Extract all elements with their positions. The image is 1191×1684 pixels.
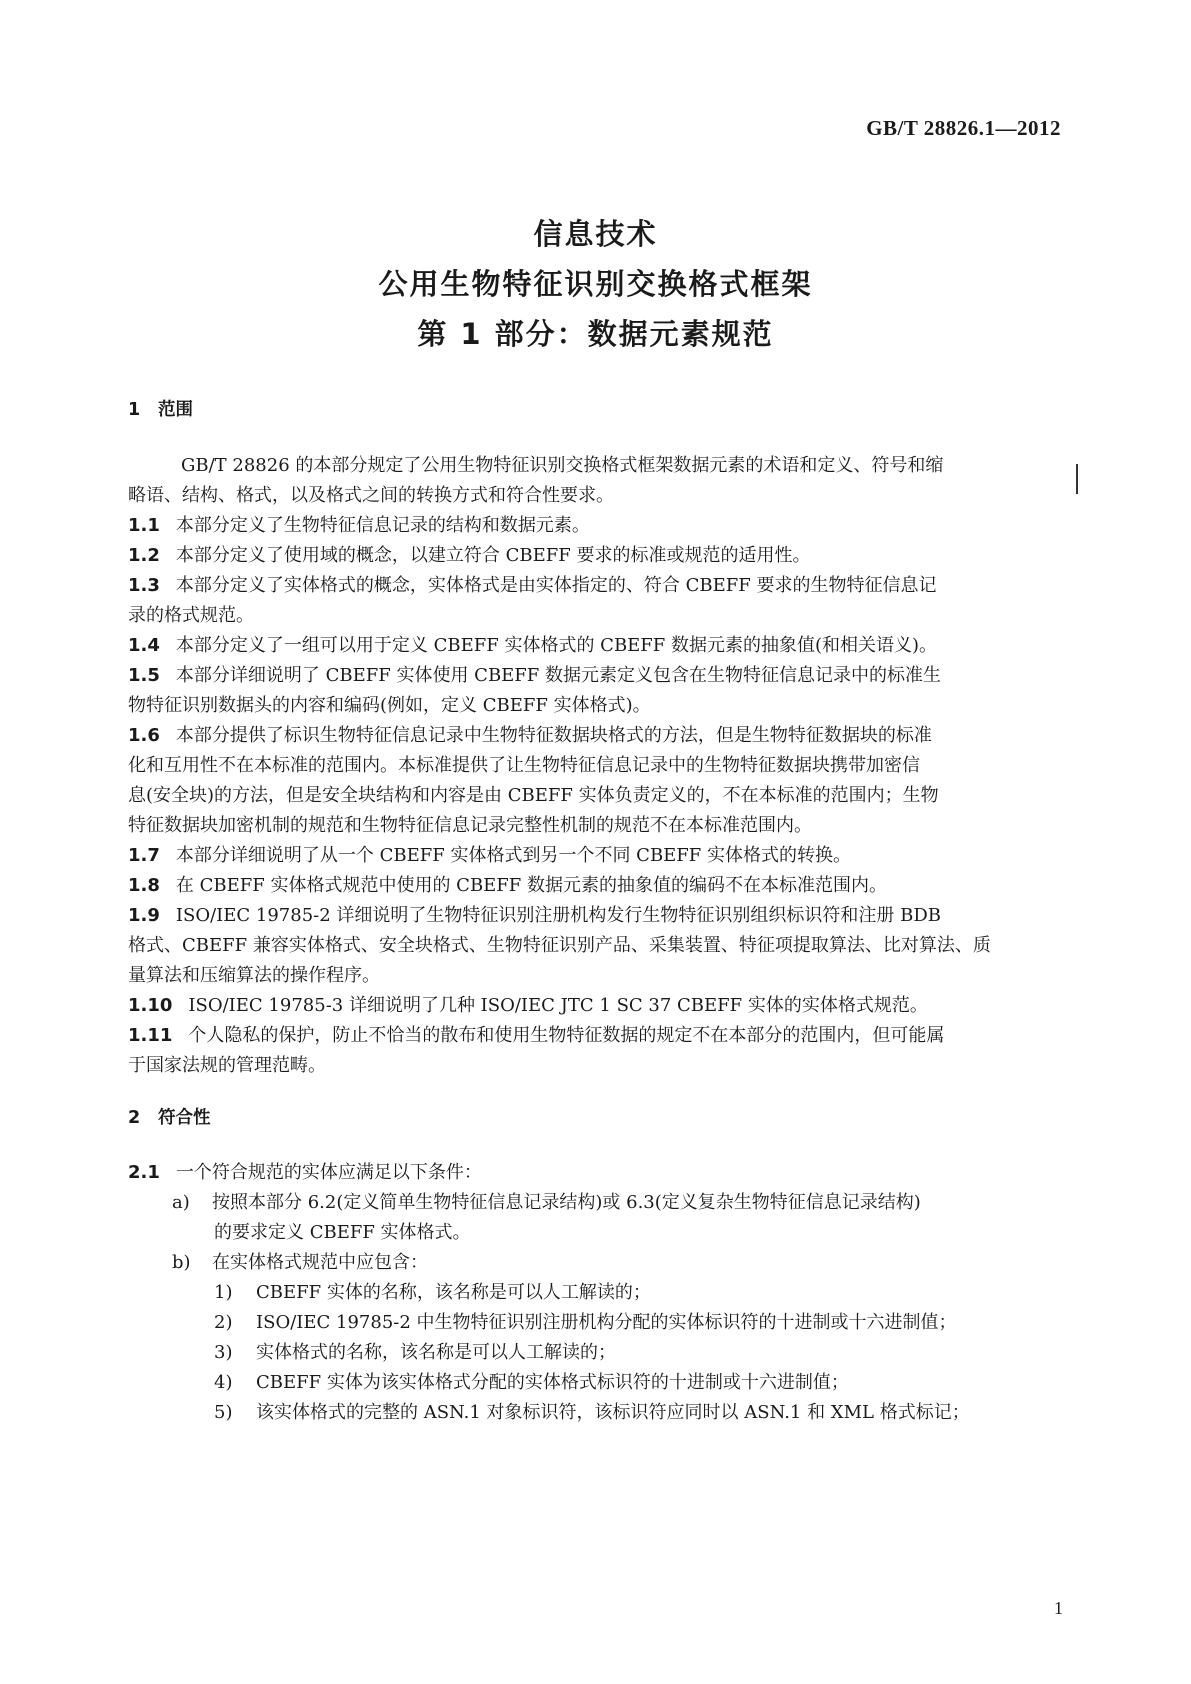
list-text: CBEFF 实体的名称，该名称是可以人工解读的； [256,1282,651,1303]
clause-text: 录的格式规范。 [128,605,254,626]
clause-text: 量算法和压缩算法的操作程序。 [128,965,380,986]
list-text: 在实体格式规范中应包含： [212,1252,428,1273]
title-line-3: 第 1 部分：数据元素规范 [417,317,774,351]
clause-number: 1.1 [128,515,160,536]
clause-number: 1.8 [128,875,160,896]
change-bar [1076,464,1078,494]
clause-number: 1.6 [128,725,160,746]
clause-1-10 [128,996,1063,1016]
clause-number: 1.10 [128,995,173,1016]
list-text: 的要求定义 CBEFF 实体格式。 [214,1222,471,1243]
section-title: 符合性 [158,1108,211,1128]
intro-line: 略语、结构、格式，以及格式之间的转换方式和符合性要求。 [128,485,614,506]
clause-number: 1.9 [128,905,160,926]
clause-number: 1.11 [128,1025,173,1046]
list-item-3 [214,1343,1064,1363]
clause-number: 1.4 [128,635,160,656]
list-marker: 2) [214,1312,233,1333]
list-item-1 [214,1283,1064,1303]
clause-text: 于国家法规的管理范畴。 [128,1055,326,1076]
section-title: 范围 [158,400,193,420]
list-item-2 [214,1313,1064,1333]
list-item-b [172,1253,1062,1273]
clause-text: ISO/IEC 19785-2 详细说明了生物特征识别注册机构发行生物特征识别组织标识符和注册 BDB [175,905,942,926]
section-2-heading [128,1104,211,1129]
clause-text: 本部分提供了标识生物特征信息记录中生物特征数据块格式的方法，但是生物特征数据块的标准 [175,725,932,746]
clause-1-3 [128,576,1063,596]
list-text: 按照本部分 6.2(定义简单生物特征信息记录结构)或 6.3(定义复杂生物特征信息记录结构) [212,1192,921,1213]
clause-text: 本部分详细说明了从一个 CBEFF 实体格式到另一个不同 CBEFF 实体格式的转换。 [175,845,852,866]
section-number: 1 [128,400,141,420]
clause-text: 本部分定义了实体格式的概念，实体格式是由实体指定的、符合 CBEFF 要求的生物特征信息记 [175,575,937,596]
clause-1-11 [128,1026,1063,1046]
clause-text: 息(安全块)的方法，但是安全块结构和内容是由 CBEFF 实体负责定义的，不在本标准的范围内；生物 [128,785,939,806]
section-1-heading [128,396,193,421]
clause-text: 本部分定义了使用域的概念，以建立符合 CBEFF 要求的标准或规范的适用性。 [175,545,811,566]
clause-1-4 [128,636,1063,656]
clause-2-1 [128,1163,1063,1183]
clause-1-9 [128,906,1063,926]
list-item-4 [214,1373,1064,1393]
list-text: ISO/IEC 19785-2 中生物特征识别注册机构分配的实体标识符的十进制或十六进制值； [256,1312,957,1333]
clause-text: 物特征识别数据头的内容和编码(例如，定义 CBEFF 实体格式)。 [128,695,651,716]
title-line-1: 信息技术 [533,217,658,251]
clause-1-7 [128,846,1063,866]
list-marker: a) [172,1192,190,1213]
clause-number: 2.1 [128,1162,160,1183]
list-text: 实体格式的名称，该名称是可以人工解读的； [256,1342,616,1363]
list-marker: 3) [214,1342,233,1363]
clause-1-6 [128,726,1063,746]
list-text: CBEFF 实体为该实体格式分配的实体格式标识符的十进制或十六进制值； [256,1372,849,1393]
list-item-5 [214,1403,1064,1423]
section-number: 2 [128,1108,141,1128]
list-marker: b) [172,1252,191,1273]
standard-code: GB/T 28826.1—2012 [866,116,1061,140]
clause-number: 1.2 [128,545,160,566]
clause-text: ISO/IEC 19785-3 详细说明了几种 ISO/IEC JTC 1 SC 37 CBEFF 实体的实体格式规范。 [188,995,928,1016]
clause-number: 1.5 [128,665,160,686]
clause-1-2 [128,546,1063,566]
intro-line: GB/T 28826 的本部分规定了公用生物特征识别交换格式框架数据元素的术语和定义、符号和缩 [181,455,944,476]
list-text: 该实体格式的完整的 ASN.1 对象标识符，该标识符应同时以 ASN.1 和 XML 格式标记； [256,1402,970,1423]
clause-text: 本部分定义了生物特征信息记录的结构和数据元素。 [175,515,590,536]
clause-text: 本部分详细说明了 CBEFF 实体使用 CBEFF 数据元素定义包含在生物特征信息记录中的标准生 [175,665,942,686]
page-number: 1 [1054,1598,1063,1618]
clause-text: 一个符合规范的实体应满足以下条件： [175,1162,482,1183]
clause-text: 在 CBEFF 实体格式规范中使用的 CBEFF 数据元素的抽象值的编码不在本标准范围内。 [175,875,888,896]
clause-text: 本部分定义了一组可以用于定义 CBEFF 实体格式的 CBEFF 数据元素的抽象值(和相关语义)。 [175,635,938,656]
clause-number: 1.3 [128,575,160,596]
list-marker: 5) [214,1402,233,1423]
clause-1-5 [128,666,1063,686]
list-marker: 4) [214,1372,233,1393]
clause-number: 1.7 [128,845,160,866]
clause-1-8 [128,876,1063,896]
clause-text: 格式、CBEFF 兼容实体格式、安全块格式、生物特征识别产品、采集装置、特征项提取算法、比对算法、质 [128,935,991,956]
clause-1-1 [128,516,1063,536]
list-item-a [172,1193,1062,1213]
list-marker: 1) [214,1282,233,1303]
clause-text: 个人隐私的保护，防止不恰当的散布和使用生物特征数据的规定不在本部分的范围内，但可能属 [188,1025,945,1046]
clause-text: 化和互用性不在本标准的范围内。本标准提供了让生物特征信息记录中的生物特征数据块携带加密信 [128,755,920,776]
title-line-2: 公用生物特征识别交换格式框架 [378,267,813,301]
clause-text: 特征数据块加密机制的规范和生物特征信息记录完整性机制的规范不在本标准范围内。 [128,815,812,836]
